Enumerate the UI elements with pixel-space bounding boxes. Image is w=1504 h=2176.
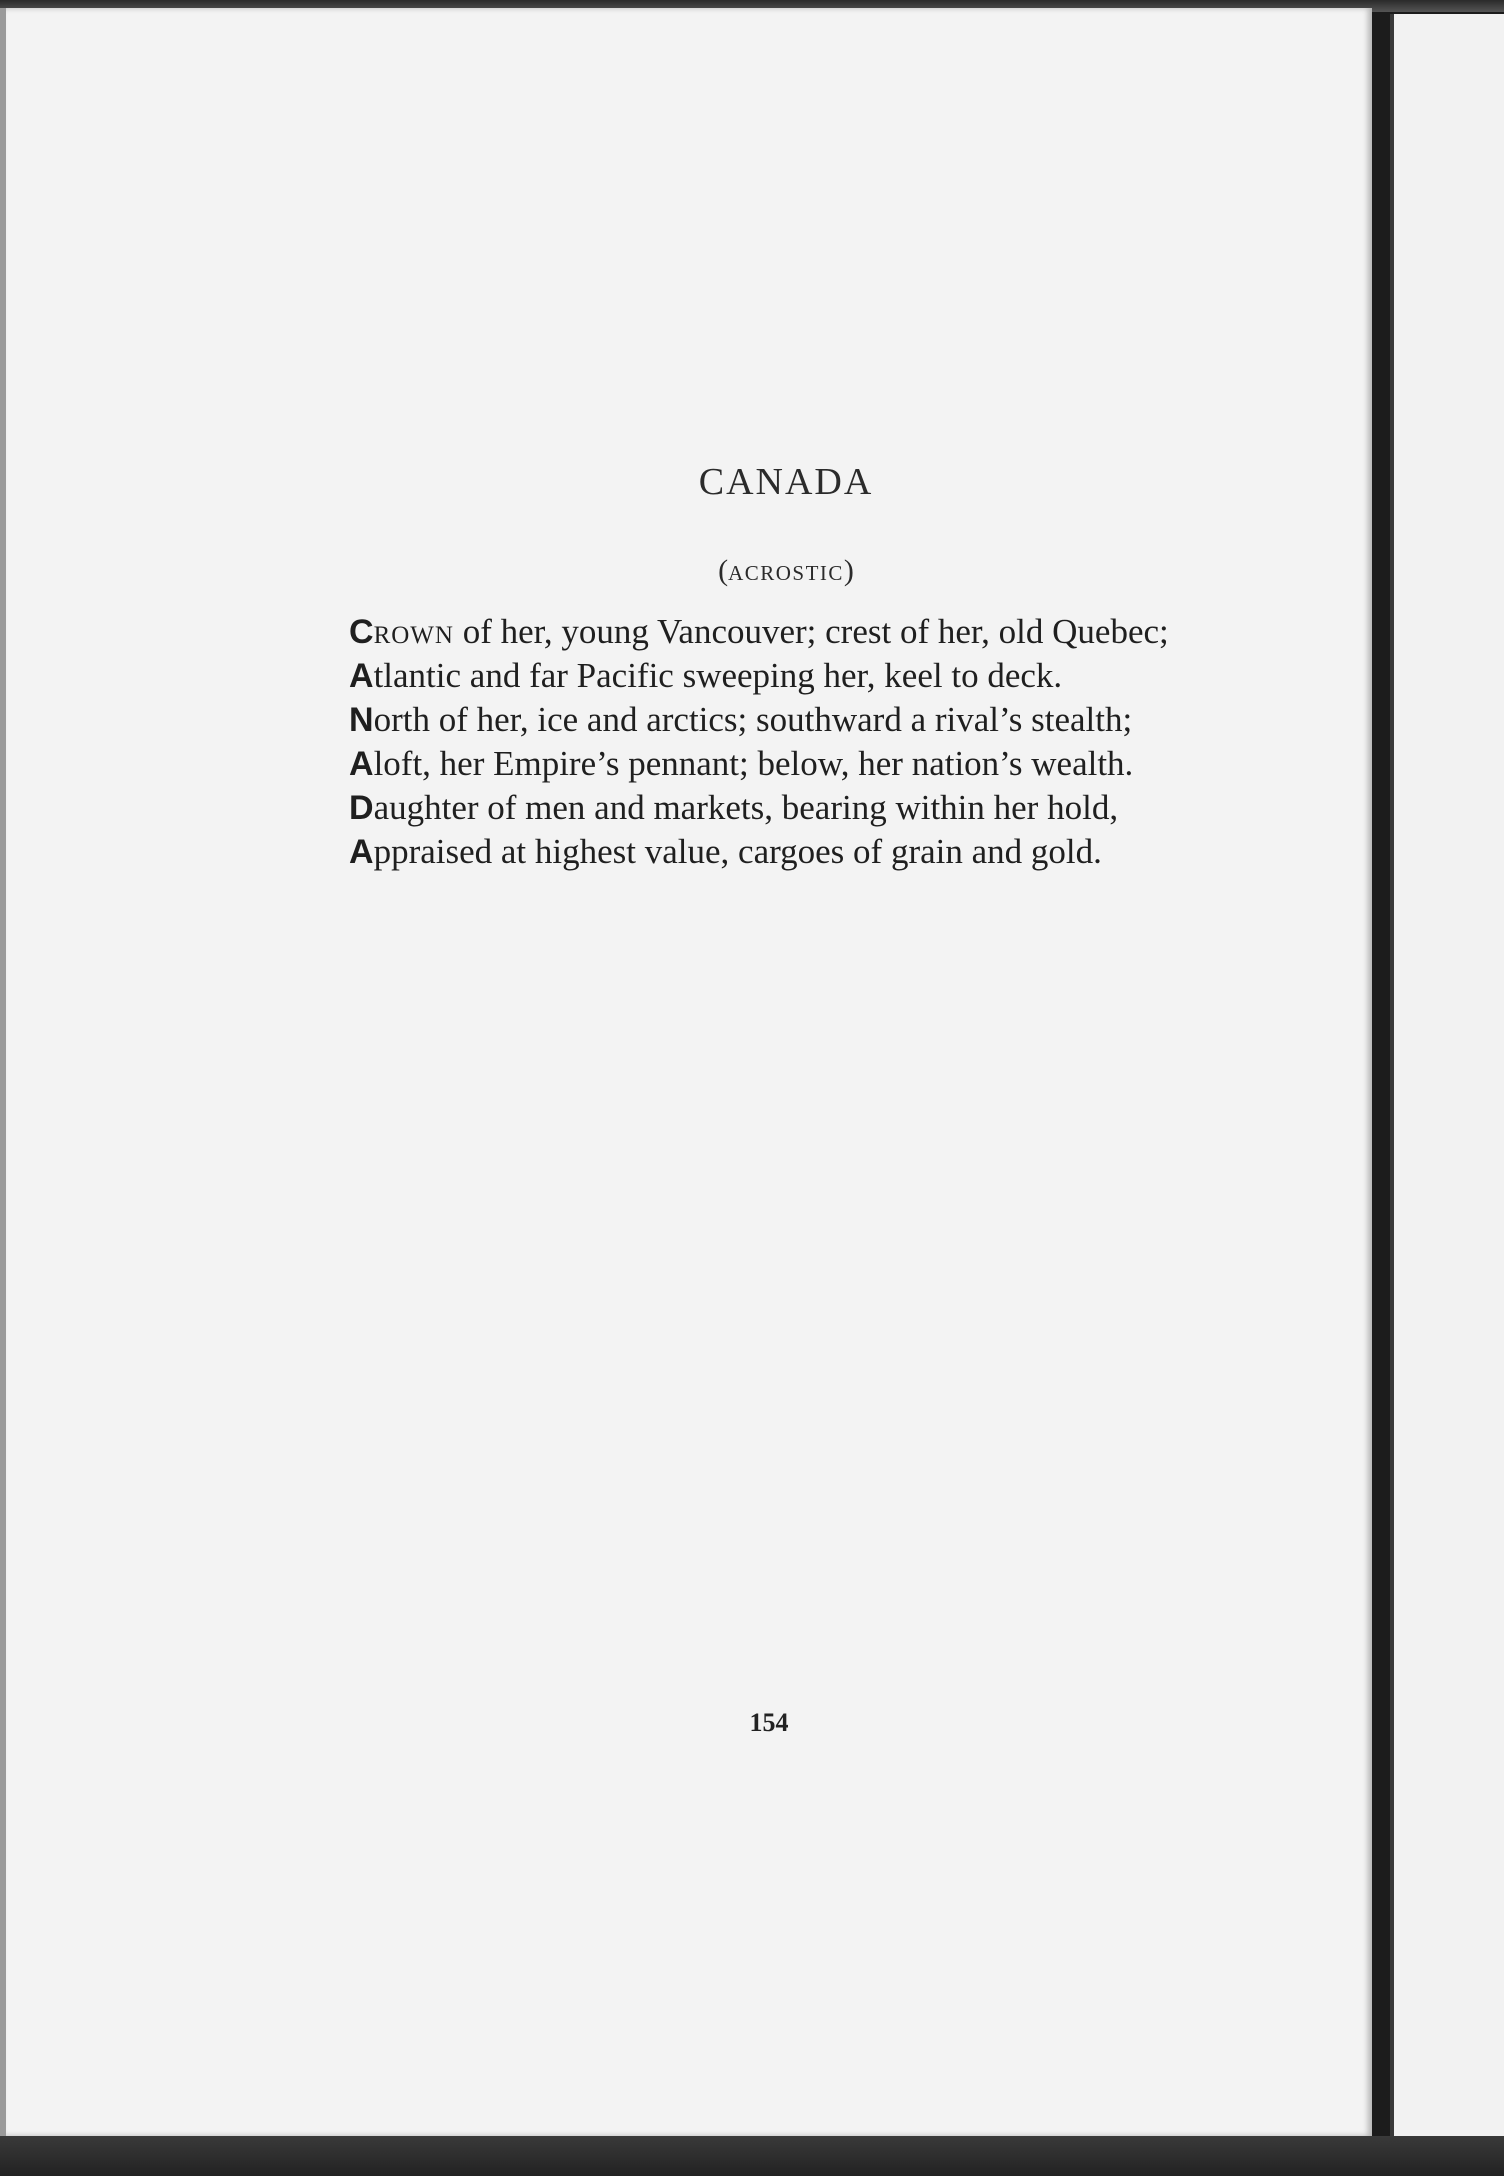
subtitle-text: acrostic	[728, 554, 844, 587]
line-text: aughter of men and markets, bearing within her hold,	[373, 788, 1119, 827]
poem-subtitle	[6, 554, 1504, 588]
smallcaps-word: rown	[373, 612, 454, 651]
poem-line	[349, 830, 1186, 874]
poem-line	[349, 610, 1186, 654]
line-text: ppraised at highest value, cargoes of grain and gold.	[373, 832, 1102, 871]
acrostic-initial: N	[349, 701, 374, 739]
poem-line	[349, 786, 1186, 830]
line-text: loft, her Empire’s pennant; below, her nation’s wealth.	[373, 744, 1134, 783]
line-text: orth of her, ice and arctics; southward a rival’s stealth;	[373, 700, 1133, 739]
poem-line	[349, 698, 1186, 742]
subtitle-open-paren: (	[718, 554, 729, 587]
acrostic-initial: C	[349, 613, 374, 651]
line-text: of her, young Vancouver; crest of her, old Quebec;	[453, 612, 1169, 651]
poem-title: CANADA	[698, 461, 874, 503]
acrostic-initial: D	[349, 789, 374, 827]
line-text: tlantic and far Pacific sweeping her, keel to deck.	[373, 656, 1063, 695]
acrostic-initial: A	[349, 745, 374, 783]
scan-bottom-edge	[0, 2136, 1504, 2176]
poem-line	[349, 742, 1186, 786]
poem-line	[349, 654, 1186, 698]
page-number: 154	[749, 1708, 789, 1737]
adjacent-page-edge	[1390, 14, 1504, 2174]
poem-body	[349, 610, 1186, 874]
subtitle-close-paren: )	[843, 554, 854, 587]
book-page	[0, 8, 1372, 2136]
acrostic-initial: A	[349, 657, 374, 695]
acrostic-initial: A	[349, 833, 374, 871]
